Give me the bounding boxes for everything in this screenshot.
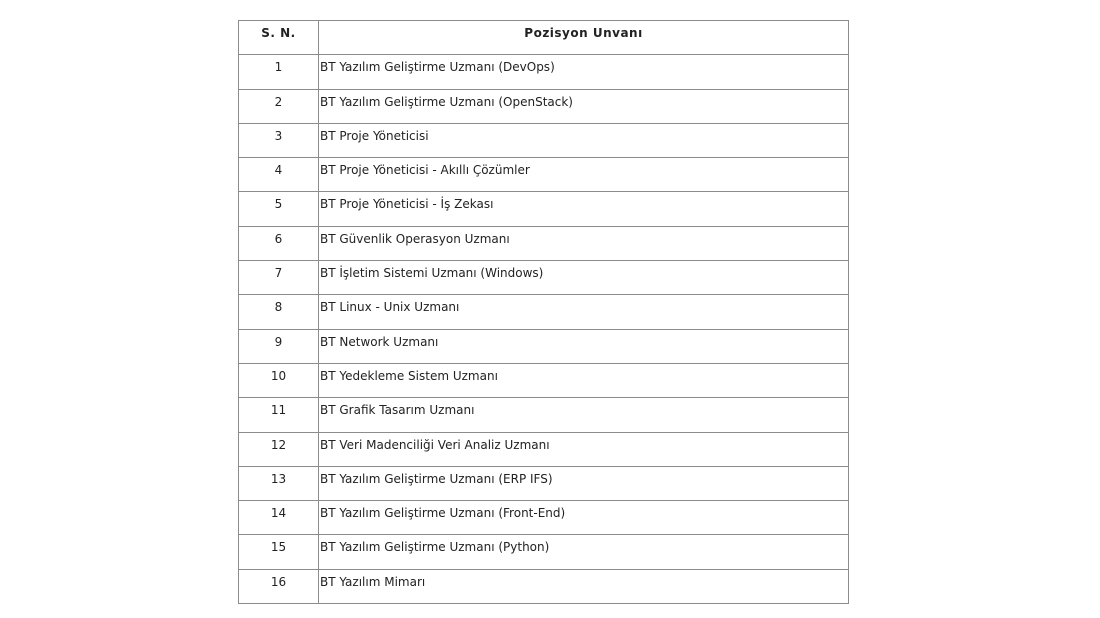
table-row [239, 261, 849, 295]
table-row [239, 192, 849, 226]
position-title-cell: BT Yazılım Geliştirme Uzmanı (ERP IFS) [319, 466, 849, 500]
position-title-cell: BT Proje Yöneticisi - İş Zekası [319, 192, 849, 226]
serial-number-cell: 1 [239, 55, 319, 89]
serial-number-cell: 11 [239, 398, 319, 432]
position-title-cell: BT Yazılım Geliştirme Uzmanı (Front-End) [319, 501, 849, 535]
position-title-cell: BT Proje Yöneticisi - Akıllı Çözümler [319, 158, 849, 192]
position-title-cell: BT Yazılım Geliştirme Uzmanı (OpenStack) [319, 89, 849, 123]
serial-number-cell: 4 [239, 158, 319, 192]
table-row [239, 569, 849, 603]
table-row [239, 123, 849, 157]
table-row [239, 398, 849, 432]
position-title-cell: BT Yedekleme Sistem Uzmanı [319, 363, 849, 397]
position-title-cell: BT Network Uzmanı [319, 329, 849, 363]
serial-number-cell: 3 [239, 123, 319, 157]
serial-number-cell: 16 [239, 569, 319, 603]
table-row [239, 432, 849, 466]
table-header-row [239, 21, 849, 55]
serial-number-cell: 14 [239, 501, 319, 535]
position-title-cell: BT Yazılım Mimarı [319, 569, 849, 603]
position-title-cell: BT Yazılım Geliştirme Uzmanı (Python) [319, 535, 849, 569]
table-row [239, 295, 849, 329]
header-position-title: Pozisyon Unvanı [319, 21, 849, 55]
table-row [239, 226, 849, 260]
serial-number-cell: 8 [239, 295, 319, 329]
position-title-cell: BT Yazılım Geliştirme Uzmanı (DevOps) [319, 55, 849, 89]
serial-number-cell: 5 [239, 192, 319, 226]
position-title-cell: BT İşletim Sistemi Uzmanı (Windows) [319, 261, 849, 295]
table-row [239, 501, 849, 535]
table-row [239, 466, 849, 500]
header-serial-number: S. N. [239, 21, 319, 55]
position-title-cell: BT Proje Yöneticisi [319, 123, 849, 157]
table-row [239, 55, 849, 89]
positions-table [238, 20, 849, 604]
table-row [239, 158, 849, 192]
serial-number-cell: 2 [239, 89, 319, 123]
serial-number-cell: 6 [239, 226, 319, 260]
serial-number-cell: 9 [239, 329, 319, 363]
position-title-cell: BT Grafik Tasarım Uzmanı [319, 398, 849, 432]
serial-number-cell: 12 [239, 432, 319, 466]
position-title-cell: BT Linux - Unix Uzmanı [319, 295, 849, 329]
serial-number-cell: 15 [239, 535, 319, 569]
table-row [239, 363, 849, 397]
serial-number-cell: 7 [239, 261, 319, 295]
position-title-cell: BT Güvenlik Operasyon Uzmanı [319, 226, 849, 260]
table-row [239, 89, 849, 123]
table-body [239, 55, 849, 604]
table-row [239, 329, 849, 363]
serial-number-cell: 10 [239, 363, 319, 397]
table-row [239, 535, 849, 569]
serial-number-cell: 13 [239, 466, 319, 500]
position-title-cell: BT Veri Madenciliği Veri Analiz Uzmanı [319, 432, 849, 466]
